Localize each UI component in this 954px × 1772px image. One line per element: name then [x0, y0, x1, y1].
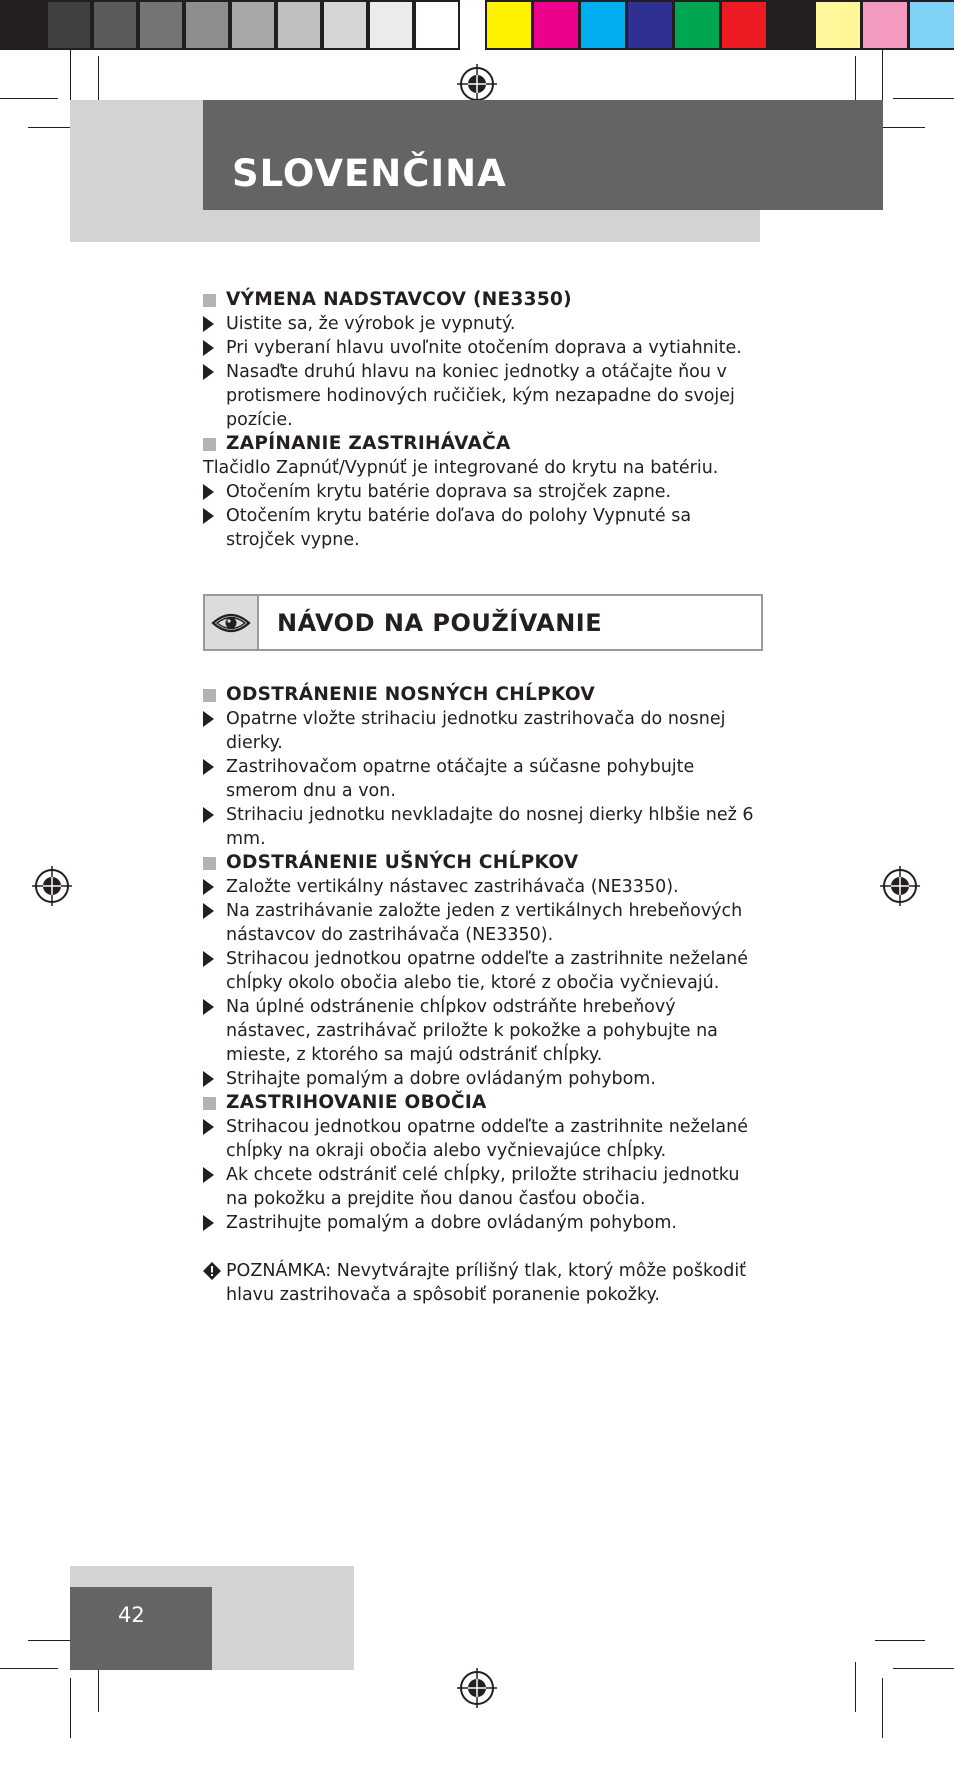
crop-mark	[893, 98, 954, 99]
list-item	[203, 875, 763, 899]
list-item-text: Opatrne vložte strihaciu jednotku zastrihovača do nosnej dierky.	[226, 709, 726, 753]
crop-mark	[70, 50, 71, 100]
list-item-text: Založte vertikálny nástavec zastrihávača (NE3350).	[226, 877, 679, 897]
section-heading	[203, 1091, 763, 1115]
section-heading	[203, 683, 763, 707]
square-bullet-icon	[203, 689, 216, 702]
list-item-text: Pri vyberaní hlavu uvoľnite otočením doprava a vytiahnite.	[226, 338, 742, 358]
color-swatch	[626, 0, 674, 50]
list-item	[203, 755, 763, 803]
triangle-bullet-icon	[203, 759, 214, 775]
usage-icon-cell	[205, 596, 259, 649]
crop-mark	[0, 1668, 58, 1669]
triangle-bullet-icon	[203, 951, 214, 967]
registration-mark-icon	[880, 866, 920, 906]
color-swatch	[0, 0, 46, 50]
note-text: POZNÁMKA: Nevytvárajte prílišný tlak, ktorý môže poškodiť hlavu zastrihovača a spôsobiť poranenie pokožky.	[226, 1261, 747, 1305]
triangle-bullet-icon	[203, 508, 214, 524]
color-swatch	[92, 0, 138, 50]
square-bullet-icon	[203, 857, 216, 870]
triangle-bullet-icon	[203, 1167, 214, 1183]
list-item	[203, 336, 763, 360]
list-item	[203, 1067, 763, 1091]
triangle-bullet-icon	[203, 1215, 214, 1231]
list-item-text: Strihacou jednotkou opatrne oddeľte a zastrihnite neželané chĺpky na okraji obočia alebo vyčnievajúce chĺpky.	[226, 1117, 748, 1161]
list-item-text: Strihacou jednotkou opatrne oddeľte a zastrihnite neželané chĺpky okolo obočia alebo tie, ktoré z obočia vyčnievajú.	[226, 949, 748, 993]
color-swatch	[138, 0, 184, 50]
color-swatch	[720, 0, 768, 50]
top-sections	[203, 288, 763, 552]
section-intro: Tlačidlo Zapnúť/Vypnúť je integrované do krytu na batériu.	[203, 458, 719, 478]
color-calibration-bar	[0, 0, 954, 50]
list-item-text: Strihaciu jednotku nevkladajte do nosnej dierky hlbšie než 6 mm.	[226, 805, 754, 849]
color-swatch	[767, 0, 815, 50]
section-heading-text: VÝMENA NADSTAVCOV (NE3350)	[226, 289, 572, 310]
section-heading	[203, 432, 763, 456]
color-swatch	[276, 0, 322, 50]
usage-header-box	[203, 594, 763, 651]
triangle-bullet-icon	[203, 999, 214, 1015]
color-swatch	[322, 0, 368, 50]
color-swatch	[814, 0, 862, 50]
triangle-bullet-icon	[203, 711, 214, 727]
color-swatch	[532, 0, 580, 50]
color-swatch	[414, 0, 460, 50]
list-item-text: Ak chcete odstrániť celé chĺpky, priložte strihaciu jednotku na pokožku a prejdite ňou danou časťou obočia.	[226, 1165, 740, 1209]
list-item-text: Zastrihujte pomalým a dobre ovládaným pohybom.	[226, 1213, 677, 1233]
crop-mark	[855, 1662, 856, 1712]
list-item	[203, 1211, 763, 1235]
instruction-section	[203, 288, 763, 432]
color-swatch	[368, 0, 414, 50]
list-item-text: Zastrihovačom opatrne otáčajte a súčasne pohybujte smerom dnu a von.	[226, 757, 695, 801]
list-item	[203, 504, 763, 552]
instruction-section	[203, 683, 763, 851]
section-heading-text: ZAPÍNANIE ZASTRIHÁVAČA	[226, 433, 511, 454]
crop-mark	[882, 1678, 883, 1738]
footer-band-dark	[70, 1587, 212, 1670]
list-item	[203, 1163, 763, 1211]
main-content	[203, 288, 763, 1307]
color-swatch	[908, 0, 954, 50]
crop-mark	[882, 50, 883, 100]
list-item-text: Na úplné odstránenie chĺpkov odstráňte hrebeňový nástavec, zastrihávač priložte k pokožke a pohybujte na mieste, z ktorého sa majú odstrániť chĺpky.	[226, 997, 718, 1065]
note	[203, 1259, 763, 1307]
bottom-sections	[203, 683, 763, 1235]
list-item-text: Na zastrihávanie založte jeden z vertikálnych hrebeňových nástavcov do zastrihávača (NE3350).	[226, 901, 743, 945]
square-bullet-icon	[203, 294, 216, 307]
color-swatch	[46, 0, 92, 50]
instruction-section	[203, 1091, 763, 1235]
crop-mark	[98, 56, 99, 106]
crop-mark	[875, 1640, 925, 1641]
warning-icon	[203, 1262, 221, 1280]
registration-mark-icon	[457, 1668, 497, 1708]
instruction-section	[203, 432, 763, 552]
crop-mark	[893, 1668, 954, 1669]
triangle-bullet-icon	[203, 903, 214, 919]
list-item-text: Uistite sa, že výrobok je vypnutý.	[226, 314, 516, 334]
color-swatch	[861, 0, 909, 50]
list-item	[203, 995, 763, 1067]
list-item	[203, 803, 763, 851]
section-heading-text: ODSTRÁNENIE UŠNÝCH CHĹPKOV	[226, 852, 579, 873]
triangle-bullet-icon	[203, 484, 214, 500]
page-title: SLOVENČINA	[232, 152, 507, 195]
square-bullet-icon	[203, 438, 216, 451]
color-swatch	[673, 0, 721, 50]
registration-mark-icon	[32, 866, 72, 906]
crop-mark	[855, 56, 856, 106]
list-item	[203, 947, 763, 995]
triangle-bullet-icon	[203, 364, 214, 380]
triangle-bullet-icon	[203, 807, 214, 823]
color-swatch	[184, 0, 230, 50]
square-bullet-icon	[203, 1097, 216, 1110]
usage-title: NÁVOD NA POUŽÍVANIE	[277, 608, 603, 637]
list-item	[203, 360, 763, 432]
section-heading-text: ODSTRÁNENIE NOSNÝCH CHĹPKOV	[226, 684, 595, 705]
section-heading	[203, 288, 763, 312]
instruction-section	[203, 851, 763, 1091]
eye-icon	[211, 610, 251, 636]
color-swatch	[579, 0, 627, 50]
list-item-text: Nasaďte druhú hlavu na koniec jednotky a otáčajte ňou v protismere hodinových ručičiek, kým nezapadne do svojej pozície.	[226, 362, 735, 430]
section-heading-text: ZASTRIHOVANIE OBOČIA	[226, 1092, 487, 1113]
triangle-bullet-icon	[203, 1119, 214, 1135]
triangle-bullet-icon	[203, 879, 214, 895]
registration-mark-icon	[457, 64, 497, 104]
list-item-text: Strihajte pomalým a dobre ovládaným pohybom.	[226, 1069, 656, 1089]
list-item	[203, 1115, 763, 1163]
list-item-text: Otočením krytu batérie doprava sa strojček zapne.	[226, 482, 672, 502]
triangle-bullet-icon	[203, 316, 214, 332]
color-swatch	[230, 0, 276, 50]
list-item	[203, 899, 763, 947]
list-item-text: Otočením krytu batérie doľava do polohy Vypnuté sa strojček vypne.	[226, 506, 692, 550]
triangle-bullet-icon	[203, 1071, 214, 1087]
triangle-bullet-icon	[203, 340, 214, 356]
list-item	[203, 707, 763, 755]
list-item	[203, 480, 763, 504]
crop-mark	[70, 1678, 71, 1738]
crop-mark	[0, 98, 58, 99]
section-heading	[203, 851, 763, 875]
list-item	[203, 312, 763, 336]
page-number: 42	[118, 1603, 145, 1627]
color-swatch	[485, 0, 533, 50]
